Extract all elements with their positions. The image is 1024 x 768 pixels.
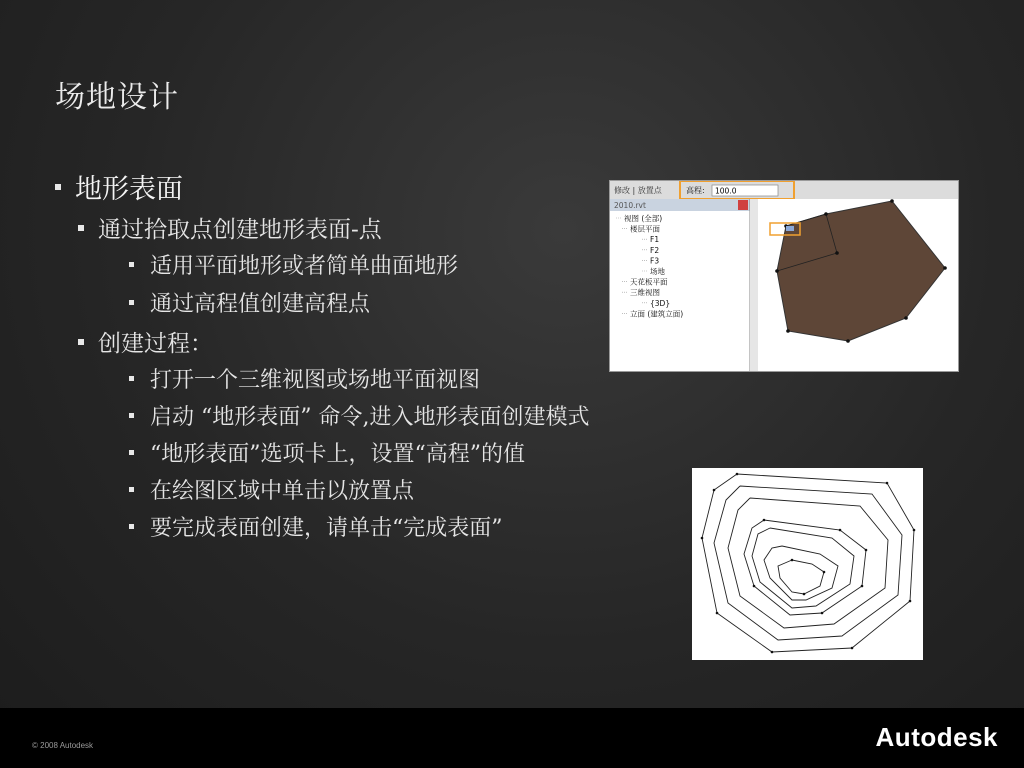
tree-item[interactable]: {3D} bbox=[650, 298, 671, 308]
bullet-item bbox=[78, 325, 213, 358]
bullet-text: 通过拾取点创建地形表面-点 bbox=[98, 217, 382, 243]
contour-drawing bbox=[692, 468, 923, 660]
cursor-icon bbox=[786, 226, 794, 231]
bullet-text: 启动 “地形表面” 命令,进入地形表面创建模式 bbox=[150, 405, 590, 430]
bullet-marker bbox=[129, 450, 134, 455]
bullet-item bbox=[129, 249, 458, 280]
revit-topography-screenshot bbox=[609, 180, 959, 372]
bullet-item bbox=[55, 167, 183, 206]
tree-item[interactable]: 立面 (建筑立面) bbox=[630, 309, 684, 319]
footer-bar bbox=[0, 708, 1024, 768]
bullet-text: 地形表面 bbox=[75, 174, 183, 205]
bullet-text: 在绘图区域中单击以放置点 bbox=[150, 479, 415, 504]
bullet-text: 适用平面地形或者简单曲面地形 bbox=[150, 254, 459, 279]
bullet-item bbox=[129, 363, 480, 394]
bullet-marker bbox=[129, 487, 134, 492]
copyright-text: © 2008 Autodesk bbox=[32, 741, 94, 750]
bullet-item bbox=[129, 474, 414, 505]
bullet-marker bbox=[78, 225, 84, 231]
bullet-item bbox=[129, 437, 525, 468]
tree-item[interactable]: 楼层平面 bbox=[630, 224, 660, 234]
bullet-marker bbox=[129, 262, 134, 267]
elevation-label: 高程: bbox=[686, 186, 705, 195]
tree-item[interactable]: F2 bbox=[650, 245, 660, 255]
contour-lines-illustration bbox=[692, 468, 923, 660]
elevation-value: 100.0 bbox=[715, 186, 737, 196]
tree-item[interactable]: 天花板平面 bbox=[630, 277, 668, 287]
tree-item[interactable]: 场地 bbox=[650, 267, 665, 276]
bullet-item bbox=[129, 400, 589, 431]
slide-title: 场地设计 bbox=[55, 80, 179, 115]
tree-item[interactable]: F3 bbox=[650, 256, 660, 266]
tree-item[interactable]: 三维视图 bbox=[630, 288, 660, 298]
bullet-text: 通过高程值创建高程点 bbox=[150, 292, 371, 317]
project-browser-title: 2010.rvt bbox=[614, 201, 646, 210]
bullet-item bbox=[129, 287, 370, 318]
revit-ui-illustration bbox=[610, 181, 958, 371]
tree-item[interactable]: 视图 (全部) bbox=[624, 214, 663, 223]
bullet-item bbox=[78, 211, 382, 244]
bullet-text: 打开一个三维视图或场地平面视图 bbox=[150, 368, 481, 393]
bullet-marker bbox=[55, 184, 61, 190]
bullet-text: 创建过程： bbox=[98, 331, 213, 357]
tree-item[interactable]: F1 bbox=[650, 235, 660, 245]
browser-scrollbar bbox=[750, 199, 758, 371]
options-bar bbox=[610, 181, 958, 199]
bullet-marker bbox=[129, 376, 134, 381]
bullet-item bbox=[129, 511, 503, 542]
close-icon bbox=[738, 200, 748, 210]
bullet-text: “地形表面”选项卡上，设置“高程”的值 bbox=[150, 442, 525, 467]
bullet-marker bbox=[129, 413, 134, 418]
options-bar-tool-label: 修改 | 放置点 bbox=[614, 186, 662, 195]
bullet-text: 要完成表面创建，请单击“完成表面” bbox=[150, 516, 503, 541]
bullet-marker bbox=[129, 524, 134, 529]
bullet-marker bbox=[78, 339, 84, 345]
autodesk-logo: Autodesk bbox=[875, 722, 998, 752]
bullet-marker bbox=[129, 300, 134, 305]
